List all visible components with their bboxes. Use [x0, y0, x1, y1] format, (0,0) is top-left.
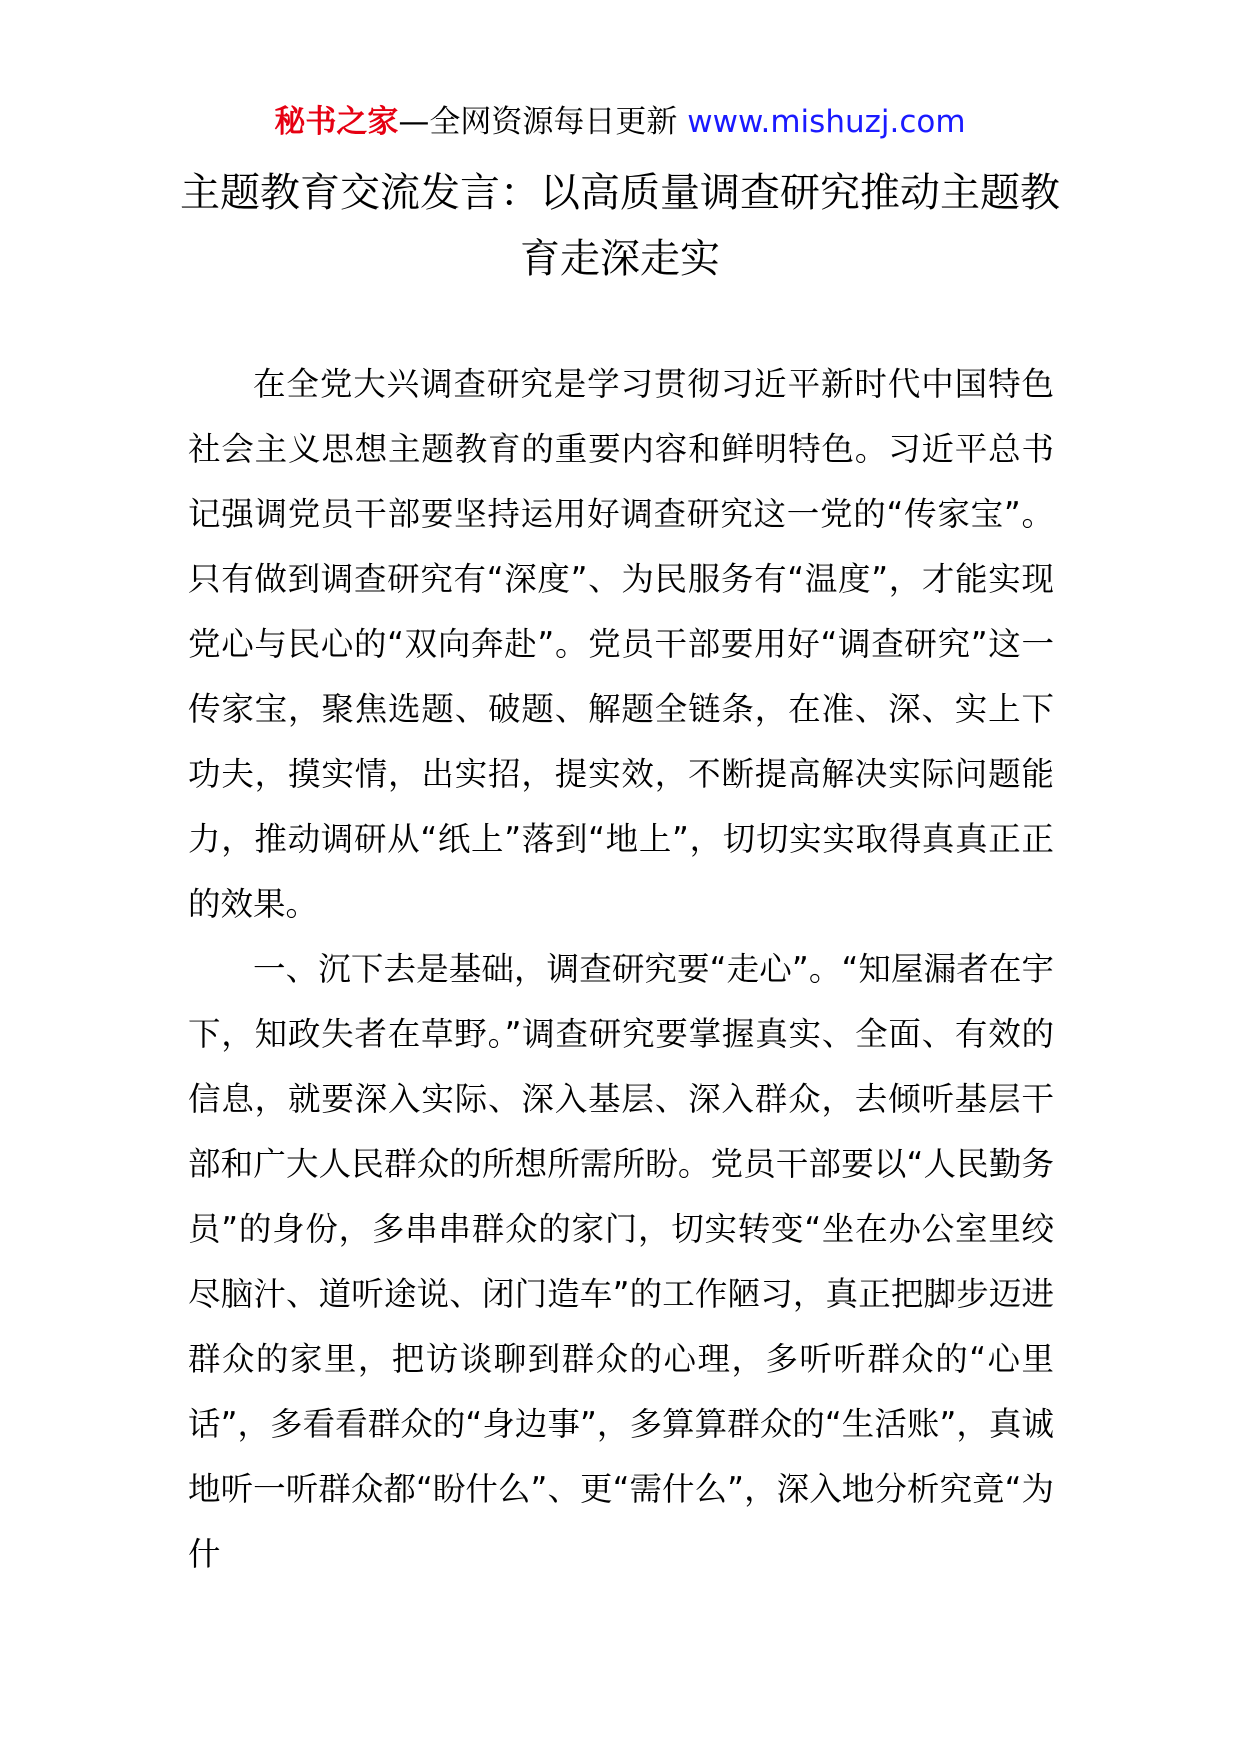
site-url-link[interactable]: www.mishuzj.com	[687, 104, 966, 140]
document-body	[188, 352, 1054, 1587]
paragraph-section-one: 一、沉下去是基础，调查研究要“走心”。“知屋漏者在宇下，知政失者在草野。”调查研究要掌握真实、全面、有效的信息，就要深入实际、深入基层、深入群众，去倾听基层干部和广大人民群众的所想所需所盼。党员干部要以“人民勤务员”的身份，多串串群众的家门，切实转变“坐在办公室里绞尽脑汁、道听途说、闭门造车”的工作陋习，真正把脚步迈进群众的家里，把访谈聊到群众的心理，多听听群众的“心里话”，多看看群众的“身边事”，多算算群众的“生活账”，真诚地听一听群众都“盼什么”、更“需什么”，深入地分析究竟“为什	[188, 950, 1054, 1573]
brand-name: 秘书之家	[274, 104, 399, 140]
document-title: 主题教育交流发言：以高质量调查研究推动主题教育走深走实	[180, 170, 1060, 282]
watermark-header	[0, 100, 1240, 144]
header-tagline: —全网资源每日更新	[398, 104, 688, 140]
paragraph-intro: 在全党大兴调查研究是学习贯彻习近平新时代中国特色社会主义思想主题教育的重要内容和鲜明特色。习近平总书记强调党员干部要坚持运用好调查研究这一党的“传家宝”。只有做到调查研究有“深度”、为民服务有“温度”，才能实现党心与民心的“双向奔赴”。党员干部要用好“调查研究”这一传家宝，聚焦选题、破题、解题全链条，在准、深、实上下功夫，摸实情，出实招，提实效，不断提高解决实际问题能力，推动调研从“纸上”落到“地上”，切切实实取得真真正正的效果。	[188, 365, 1054, 923]
